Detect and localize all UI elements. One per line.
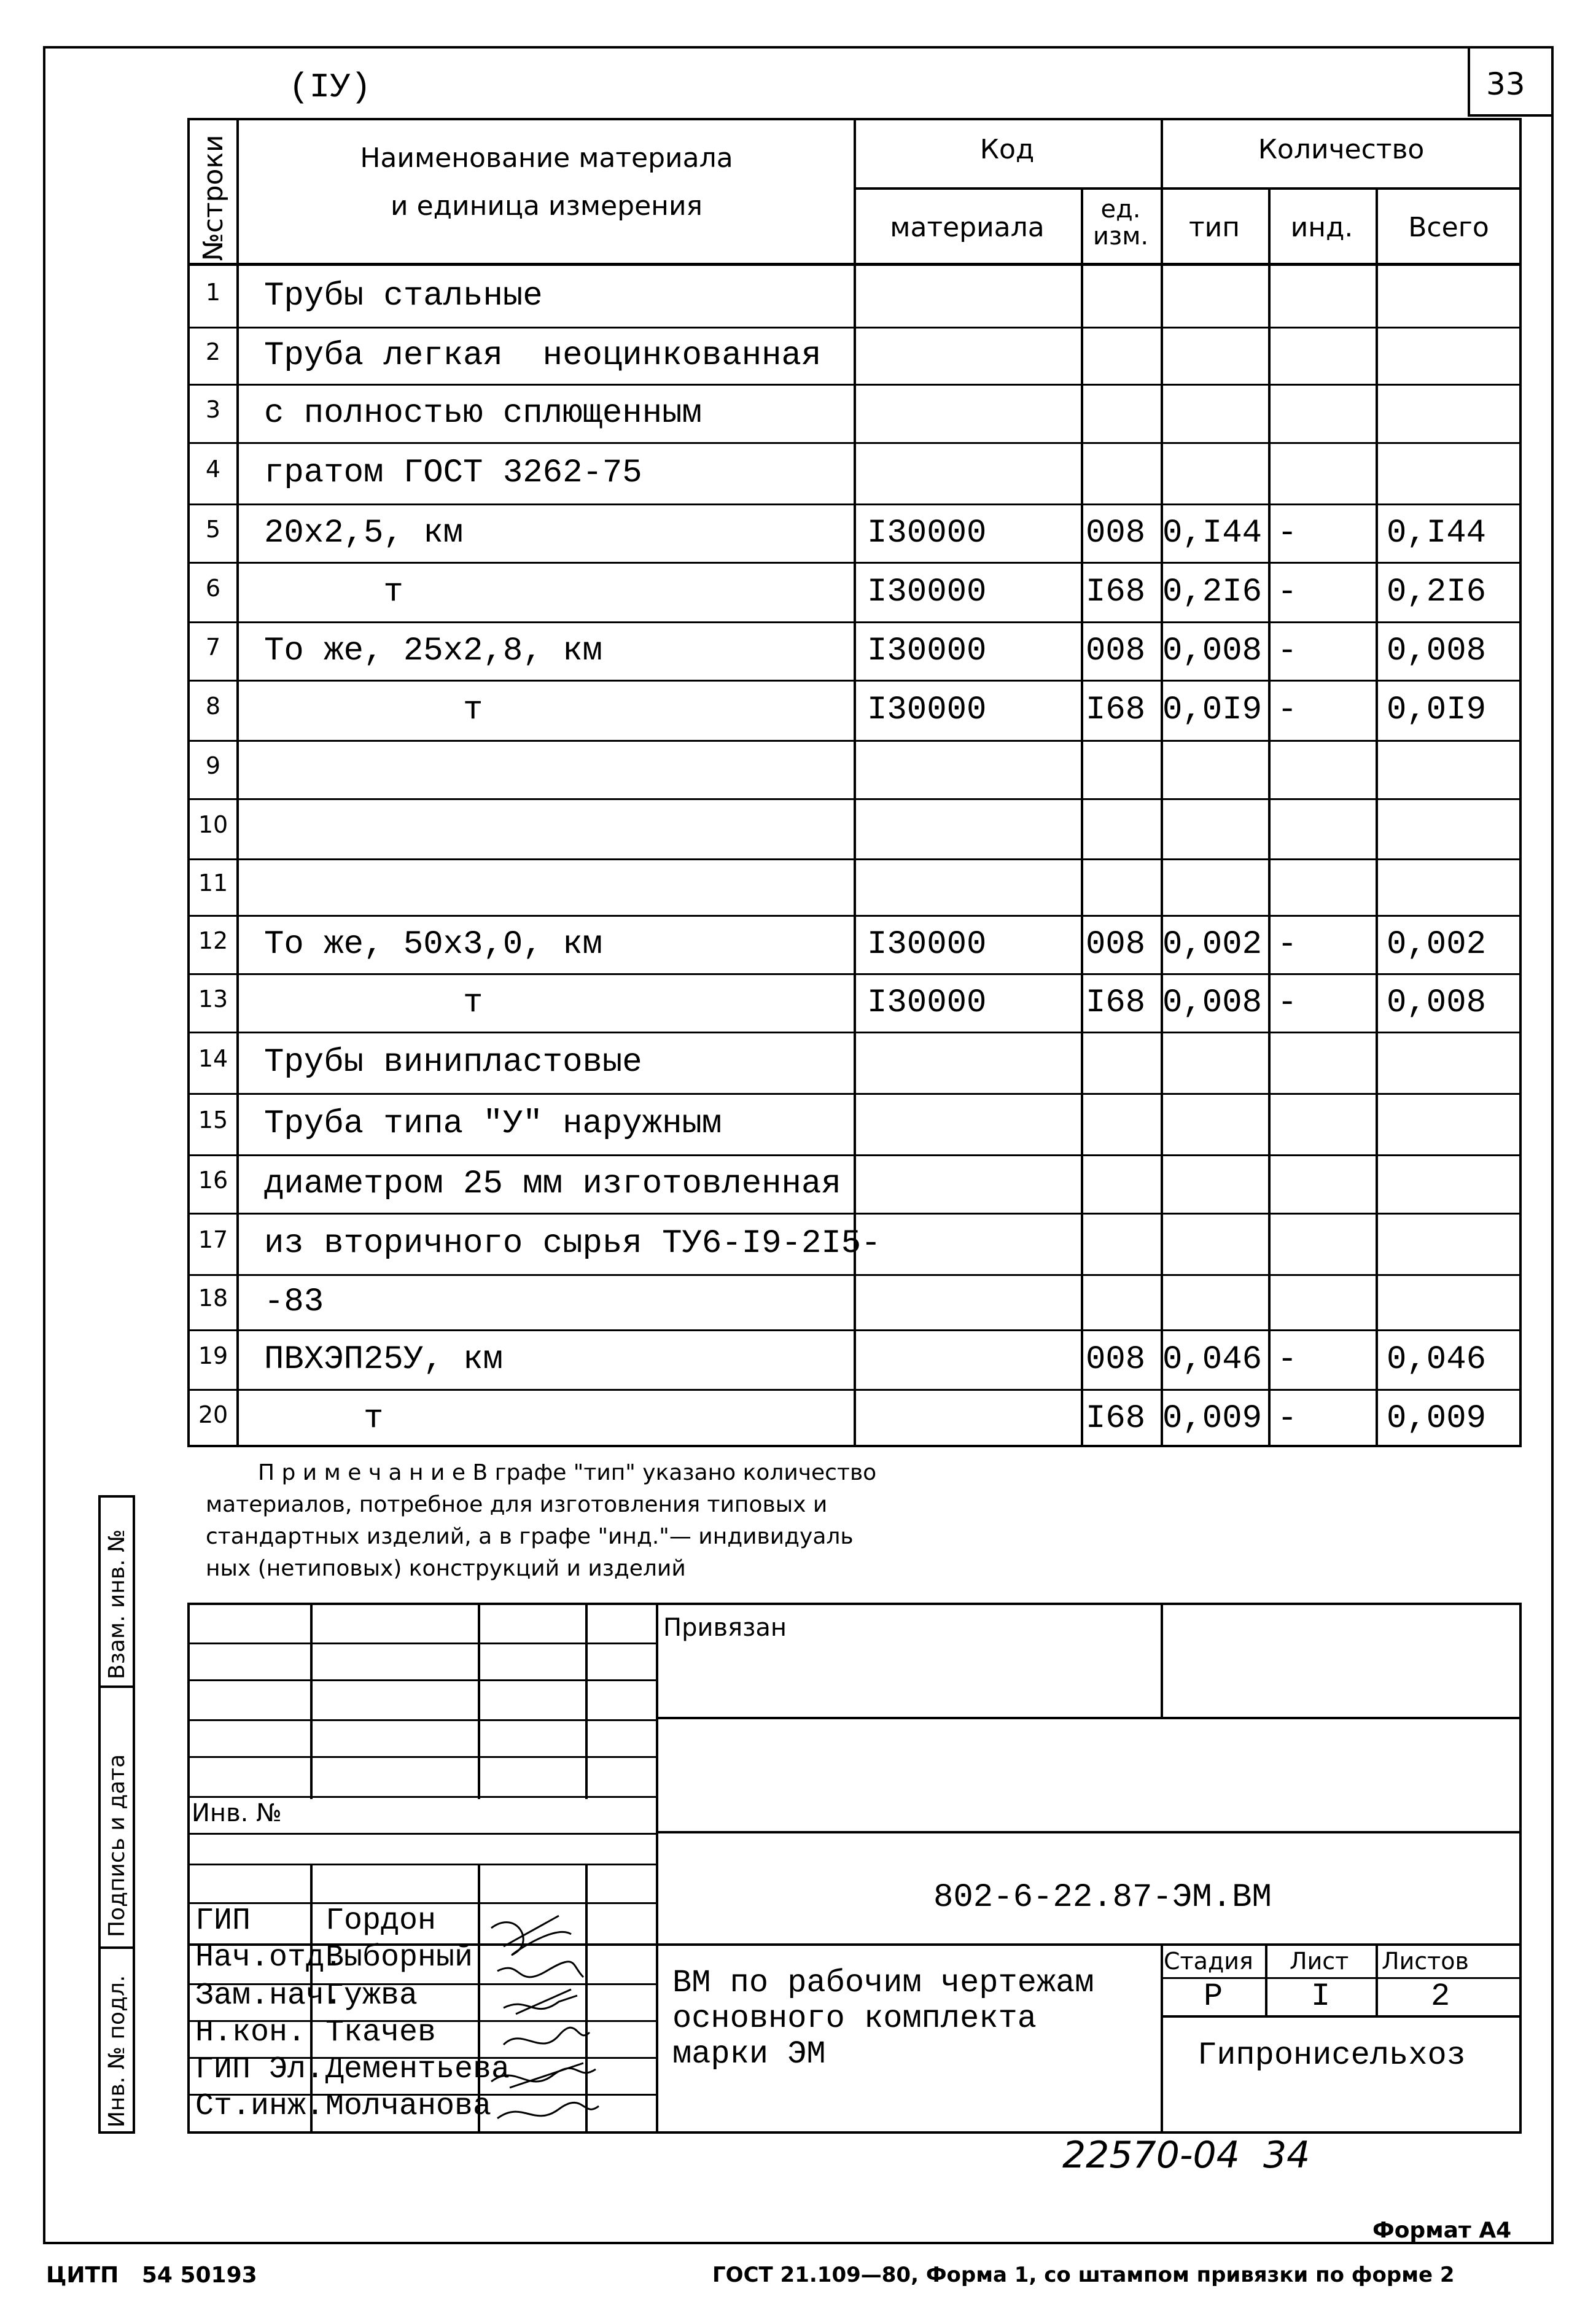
- material-code: I30000: [867, 984, 987, 1022]
- note-line-4: ных (нетиповых) конструкций и изделий: [206, 1556, 686, 1581]
- staff-name: Гужва: [325, 1978, 418, 2013]
- row-number: 10: [198, 811, 228, 838]
- qty-total: 0,009: [1387, 1399, 1487, 1437]
- stamp-divider: [1376, 1943, 1378, 2017]
- stamp-divider: [1265, 1943, 1267, 2017]
- row-number: 19: [198, 1342, 228, 1369]
- qty-ind: -: [1277, 1399, 1298, 1437]
- organization-name: Гипронисельхоз: [1197, 2037, 1466, 2074]
- material-code: I30000: [867, 573, 987, 611]
- staff-role: Ст.инж.: [195, 2089, 325, 2124]
- code-unit-header-line1: ед.: [1100, 195, 1141, 224]
- inv-no-label: Инв. №: [192, 1799, 282, 1827]
- sheets-value: 2: [1431, 1978, 1450, 2015]
- section-label: (IУ): [289, 68, 372, 107]
- qty-ind: -: [1277, 691, 1298, 729]
- qty-total: 0,008: [1387, 632, 1487, 670]
- code-header: Код: [979, 134, 1035, 165]
- stamp-divider: [656, 1603, 658, 2134]
- staff-role: Н.кон.: [195, 2015, 306, 2050]
- stamp-divider: [1161, 1943, 1163, 2134]
- quantity-header: Количество: [1258, 134, 1425, 165]
- qty-ind: -: [1277, 984, 1298, 1022]
- material-code: I30000: [867, 632, 987, 670]
- qty-ind: -: [1277, 632, 1298, 670]
- table-divider: [1081, 187, 1083, 1447]
- sheet-label: Лист: [1290, 1948, 1349, 1975]
- doc-title-line1: ВМ по рабочим чертежам: [672, 1965, 1094, 2001]
- footer-right: ГОСТ 21.109—80, Форма 1, со штампом привязки по форме 2: [712, 2263, 1455, 2287]
- qty-ind-header: инд.: [1290, 212, 1353, 243]
- qty-total: 0,0I9: [1387, 691, 1487, 729]
- row-divider: [187, 503, 1522, 505]
- row-divider: [187, 562, 1522, 564]
- row-divider: [187, 621, 1522, 623]
- stage-value: Р: [1204, 1978, 1223, 2015]
- page-number: 33: [1486, 66, 1525, 102]
- table-header-bottom: [187, 263, 1522, 266]
- qty-ind: -: [1277, 1340, 1298, 1378]
- row-number: 15: [198, 1106, 228, 1133]
- code-unit-header-line2: изм.: [1092, 222, 1149, 251]
- staff-name: Дементьева: [325, 2052, 510, 2087]
- row-divider: [187, 1213, 1522, 1215]
- material-code: I30000: [867, 691, 987, 729]
- page-number-divider: [1468, 46, 1470, 117]
- note-line-3: стандартных изделий, а в графе "инд."— индивидуаль: [206, 1524, 854, 1549]
- table-divider: [1268, 187, 1271, 1447]
- side-strip-divider: [98, 1946, 135, 1949]
- table-divider: [1376, 187, 1378, 1447]
- row-number: 14: [198, 1045, 228, 1072]
- stamp-left: [187, 1603, 190, 2134]
- qty-type-header: тип: [1189, 212, 1240, 243]
- document-code: 802-6-22.87-ЭМ.ВМ: [933, 1879, 1272, 1916]
- note-line-1: П р и м е ч а н и е В графе "тип" указано количество: [258, 1460, 877, 1485]
- stamp-grid: [187, 1643, 657, 1644]
- row-number: 6: [205, 574, 221, 602]
- row-number: 18: [198, 1285, 228, 1312]
- row-divider: [187, 858, 1522, 860]
- table-divider: [854, 187, 1522, 190]
- material-name: т: [264, 984, 483, 1022]
- row-number: 12: [198, 927, 228, 954]
- material-code: I30000: [867, 514, 987, 552]
- stamp-divider: [1161, 1603, 1163, 1719]
- material-name: т: [264, 573, 403, 611]
- row-number: 20: [198, 1401, 228, 1428]
- stage-label: Стадия: [1164, 1948, 1253, 1975]
- name-header-line1: Наименование материала: [360, 142, 733, 174]
- stamp-grid: [187, 1719, 657, 1721]
- material-name: То же, 25х2,8, км: [264, 632, 602, 670]
- row-number: 3: [205, 395, 221, 423]
- material-name: из вторичного сырья ТУ6-I9-2I5-: [264, 1225, 881, 1262]
- staff-name: Выборный: [325, 1940, 473, 1975]
- qty-total-header: Всего: [1408, 212, 1489, 243]
- unit-code: I68: [1086, 1399, 1146, 1437]
- sheet-value: I: [1311, 1978, 1331, 2015]
- stamp-divider: [478, 1603, 480, 1799]
- row-divider: [187, 798, 1522, 800]
- qty-type: 0,0I9: [1162, 691, 1263, 729]
- footer-left: ЦИТП 54 50193: [46, 2263, 257, 2288]
- staff-role: ГИП Эл.: [195, 2052, 325, 2087]
- format-label: Формат А4: [1372, 2218, 1512, 2243]
- material-code: I30000: [867, 925, 987, 963]
- row-divider: [187, 915, 1522, 917]
- row-divider: [187, 740, 1522, 742]
- row-divider: [187, 384, 1522, 386]
- stamp-divider: [656, 1831, 1522, 1833]
- row-number: 5: [205, 515, 221, 543]
- material-name: гратом ГОСТ 3262-75: [264, 454, 642, 492]
- material-name: Трубы винипластовые: [264, 1044, 642, 1081]
- qty-type: 0,I44: [1162, 514, 1263, 552]
- staff-role: ГИП: [195, 1903, 251, 1938]
- qty-type: 0,002: [1162, 925, 1263, 963]
- stamp-divider: [310, 1603, 313, 1799]
- note-line-2: материалов, потребное для изготовления типовых и: [206, 1492, 828, 1517]
- row-number: 17: [198, 1226, 228, 1253]
- handwritten-number: 22570-04 34: [1062, 2134, 1310, 2177]
- unit-code: 008: [1086, 1340, 1146, 1378]
- row-divider: [187, 327, 1522, 329]
- inv-podl-label: Инв. № подл.: [104, 1975, 130, 2128]
- stamp-divider: [1161, 2015, 1522, 2018]
- staff-role: Нач.отд.: [195, 1940, 343, 1975]
- material-name: т: [264, 691, 483, 729]
- doc-title-line3: марки ЭМ: [672, 2036, 826, 2072]
- qty-ind: -: [1277, 514, 1298, 552]
- row-number: 13: [198, 985, 228, 1013]
- stamp-grid: [187, 1796, 657, 1798]
- row-divider: [187, 1154, 1522, 1156]
- side-strip-divider: [98, 1685, 135, 1688]
- row-number: 1: [205, 279, 221, 306]
- row-number: 11: [198, 869, 228, 896]
- material-name: т: [264, 1399, 384, 1437]
- unit-code: 008: [1086, 514, 1146, 552]
- sheets-label: Листов: [1382, 1948, 1469, 1975]
- qty-total: 0,I44: [1387, 514, 1487, 552]
- stamp-grid: [187, 1833, 657, 1835]
- material-name: -83: [264, 1283, 324, 1321]
- row-number: 16: [198, 1166, 228, 1194]
- code-material-header: материала: [890, 212, 1045, 243]
- name-header-line2: и единица измерения: [390, 190, 703, 222]
- material-name: с полностью сплющенным: [264, 394, 702, 432]
- stamp-divider: [656, 1717, 1522, 1719]
- material-name: диаметром 25 мм изготовленная: [264, 1165, 841, 1203]
- privyazan-label: Привязан: [663, 1614, 787, 1642]
- material-name: Труба типа "У" наружным: [264, 1105, 722, 1143]
- unit-code: 008: [1086, 632, 1146, 670]
- material-name: ПВХЭП25У, км: [264, 1340, 503, 1378]
- staff-name: Ткачев: [325, 2015, 437, 2050]
- qty-total: 0,046: [1387, 1340, 1487, 1378]
- qty-type: 0,009: [1162, 1399, 1263, 1437]
- material-name: Трубы стальные: [264, 278, 543, 315]
- doc-title-line2: основного комплекта: [672, 2000, 1037, 2037]
- signature-marks: [479, 1903, 602, 2131]
- row-divider: [187, 1093, 1522, 1095]
- qty-type: 0,008: [1162, 632, 1263, 670]
- qty-type: 0,2I6: [1162, 573, 1263, 611]
- row-number: 8: [205, 693, 221, 720]
- qty-type: 0,046: [1162, 1340, 1263, 1378]
- material-name: 20х2,5, км: [264, 514, 464, 552]
- stamp-grid: [187, 1756, 657, 1758]
- row-divider: [187, 680, 1522, 682]
- unit-code: I68: [1086, 573, 1146, 611]
- unit-code: I68: [1086, 691, 1146, 729]
- qty-ind: -: [1277, 573, 1298, 611]
- vzam-inv-label: Взам. инв. №: [104, 1529, 130, 1679]
- staff-name: Гордон: [325, 1903, 437, 1938]
- staff-role: Зам.нач.: [195, 1978, 343, 2013]
- podpis-data-label: Подпись и дата: [104, 1754, 130, 1937]
- row-divider: [187, 1389, 1522, 1391]
- qty-total: 0,002: [1387, 925, 1487, 963]
- stamp-top: [187, 1603, 1522, 1605]
- row-divider: [187, 1032, 1522, 1033]
- staff-name: Молчанова: [325, 2089, 492, 2124]
- row-number: 7: [205, 633, 221, 661]
- row-number: 4: [205, 456, 221, 483]
- row-number: 9: [205, 752, 221, 779]
- page-number-underline: [1468, 114, 1554, 117]
- qty-total: 0,2I6: [1387, 573, 1487, 611]
- stamp-bottom: [187, 2131, 1522, 2134]
- stamp-divider: [585, 1603, 588, 1799]
- stamp-grid: [187, 1679, 657, 1681]
- row-divider: [187, 442, 1522, 444]
- qty-type: 0,008: [1162, 984, 1263, 1022]
- unit-code: I68: [1086, 984, 1146, 1022]
- row-divider: [187, 1329, 1522, 1331]
- qty-ind: -: [1277, 925, 1298, 963]
- stamp-right: [1519, 1603, 1522, 2134]
- unit-code: 008: [1086, 925, 1146, 963]
- row-number-header: №строки: [198, 134, 229, 261]
- row-divider: [187, 973, 1522, 975]
- qty-total: 0,008: [1387, 984, 1487, 1022]
- row-number: 2: [205, 338, 221, 365]
- material-name: То же, 50х3,0, км: [264, 925, 602, 963]
- material-name: Труба легкая неоцинкованная: [264, 336, 822, 375]
- table-divider: [1161, 118, 1163, 1447]
- row-divider: [187, 1274, 1522, 1276]
